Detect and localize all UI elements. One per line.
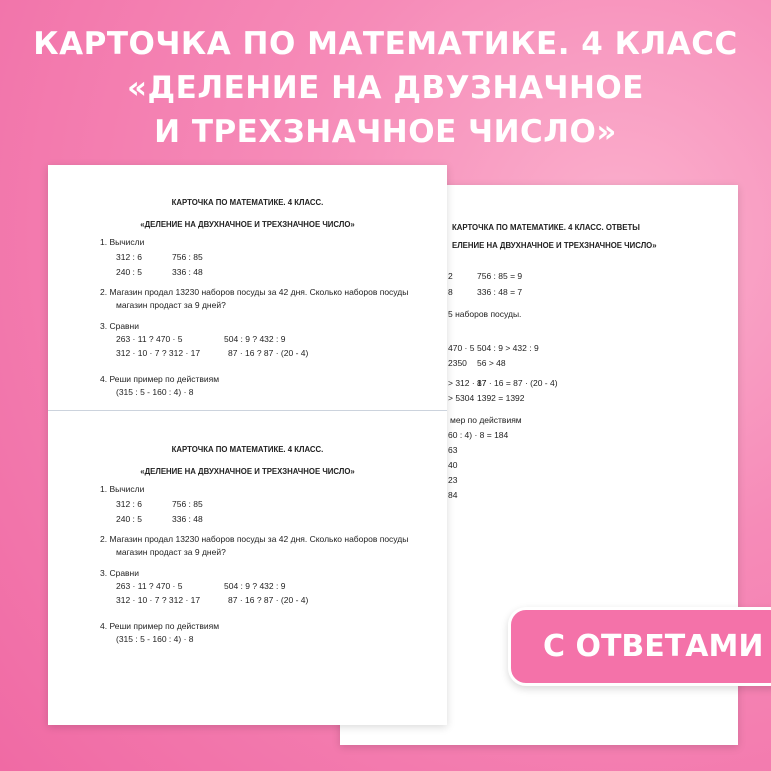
- answer-line: 84: [448, 490, 458, 500]
- answers-heading: КАРТОЧКА ПО МАТЕМАТИКЕ. 4 КЛАСС. ОТВЕТЫ: [452, 223, 640, 232]
- card-task1: 1. Вычисли: [100, 237, 145, 247]
- card-task3: 3. Сравни: [100, 321, 140, 331]
- card-t3a: 263 · 11 ? 470 · 5: [116, 334, 183, 344]
- title-line: И ТРЕХЗНАЧНОЕ ЧИСЛО»: [154, 114, 617, 150]
- title-line: «ДЕЛЕНИЕ НА ДВУЗНАЧНОЕ: [127, 70, 644, 106]
- card-t3d: 87 · 16 ? 87 · (20 - 4): [228, 348, 309, 358]
- answer-line: 470 · 5: [448, 343, 475, 353]
- answer-line: 336 : 48 = 7: [477, 287, 523, 297]
- card-task3: 3. Сравни: [100, 568, 140, 578]
- card-task2b: магазин продаст за 9 дней?: [116, 300, 226, 310]
- card-task2b: магазин продаст за 9 дней?: [116, 547, 226, 557]
- answer-line: мер по действиям: [450, 415, 522, 425]
- card-t4: (315 : 5 - 160 : 4) · 8: [116, 634, 194, 644]
- answer-line: 23: [448, 475, 458, 485]
- card-task2a: 2. Магазин продал 13230 наборов посуды за 42 дня. Сколько наборов посуды: [100, 534, 409, 544]
- card-t1a: 312 : 6: [116, 252, 142, 262]
- answer-line: 56 > 48: [477, 358, 506, 368]
- page-title: [0, 22, 771, 154]
- card-t4: (315 : 5 - 160 : 4) · 8: [116, 387, 194, 397]
- card-t3c: 312 · 10 · 7 ? 312 · 17: [116, 595, 201, 605]
- answer-line: 756 : 85 = 9: [477, 271, 523, 281]
- answer-line: 8: [448, 287, 453, 297]
- card-t1c: 240 : 5: [116, 514, 142, 524]
- card-heading2: «ДЕЛЕНИЕ НА ДВУХНАЧНОЕ И ТРЕХЗНАЧНОЕ ЧИСЛО»: [140, 467, 355, 476]
- answer-line: 63: [448, 445, 458, 455]
- answer-line: > 5304: [448, 393, 475, 403]
- card-t1a: 312 : 6: [116, 499, 142, 509]
- card-t1b: 756 : 85: [172, 252, 203, 262]
- card-t3d: 87 · 16 ? 87 · (20 - 4): [228, 595, 309, 605]
- answer-line: 60 : 4) · 8 = 184: [448, 430, 509, 440]
- answer-line: 504 : 9 > 432 : 9: [477, 343, 539, 353]
- card-t1d: 336 : 48: [172, 267, 203, 277]
- card-t3a: 263 · 11 ? 470 · 5: [116, 581, 183, 591]
- with-answers-badge: С ОТВЕТАМИ: [508, 607, 771, 686]
- card-t1d: 336 : 48: [172, 514, 203, 524]
- worksheet: [48, 165, 447, 725]
- answer-line: > 312 · 17: [448, 378, 487, 388]
- answer-line: 87 · 16 = 87 · (20 - 4): [477, 378, 558, 388]
- answer-line: 5 наборов посуды.: [448, 309, 522, 319]
- answer-line: 2350: [448, 358, 467, 368]
- card-top: [48, 165, 447, 408]
- answer-line: 40: [448, 460, 458, 470]
- card-task2a: 2. Магазин продал 13230 наборов посуды за 42 дня. Сколько наборов посуды: [100, 287, 409, 297]
- card-heading1: КАРТОЧКА ПО МАТЕМАТИКЕ. 4 КЛАСС.: [171, 198, 324, 207]
- card-task1: 1. Вычисли: [100, 484, 145, 494]
- answer-line: 2: [448, 271, 453, 281]
- card-heading2: «ДЕЛЕНИЕ НА ДВУХНАЧНОЕ И ТРЕХЗНАЧНОЕ ЧИСЛО»: [140, 220, 355, 229]
- card-task4: 4. Реши пример по действиям: [100, 621, 220, 631]
- answers-subheading: ЕЛЕНИЕ НА ДВУХНАЧНОЕ И ТРЕХЗНАЧНОЕ ЧИСЛО»: [452, 241, 657, 250]
- card-task4: 4. Реши пример по действиям: [100, 374, 220, 384]
- card-t1c: 240 : 5: [116, 267, 142, 277]
- answer-line: 1392 = 1392: [477, 393, 525, 403]
- card-t3c: 312 · 10 · 7 ? 312 · 17: [116, 348, 201, 358]
- card-t1b: 756 : 85: [172, 499, 203, 509]
- card-t3b: 504 : 9 ? 432 : 9: [224, 334, 286, 344]
- title-line: КАРТОЧКА ПО МАТЕМАТИКЕ. 4 КЛАСС: [33, 26, 738, 62]
- card-heading1: КАРТОЧКА ПО МАТЕМАТИКЕ. 4 КЛАСС.: [171, 445, 324, 454]
- divider: [48, 410, 447, 411]
- card-bottom: [48, 412, 447, 655]
- card-t3b: 504 : 9 ? 432 : 9: [224, 581, 286, 591]
